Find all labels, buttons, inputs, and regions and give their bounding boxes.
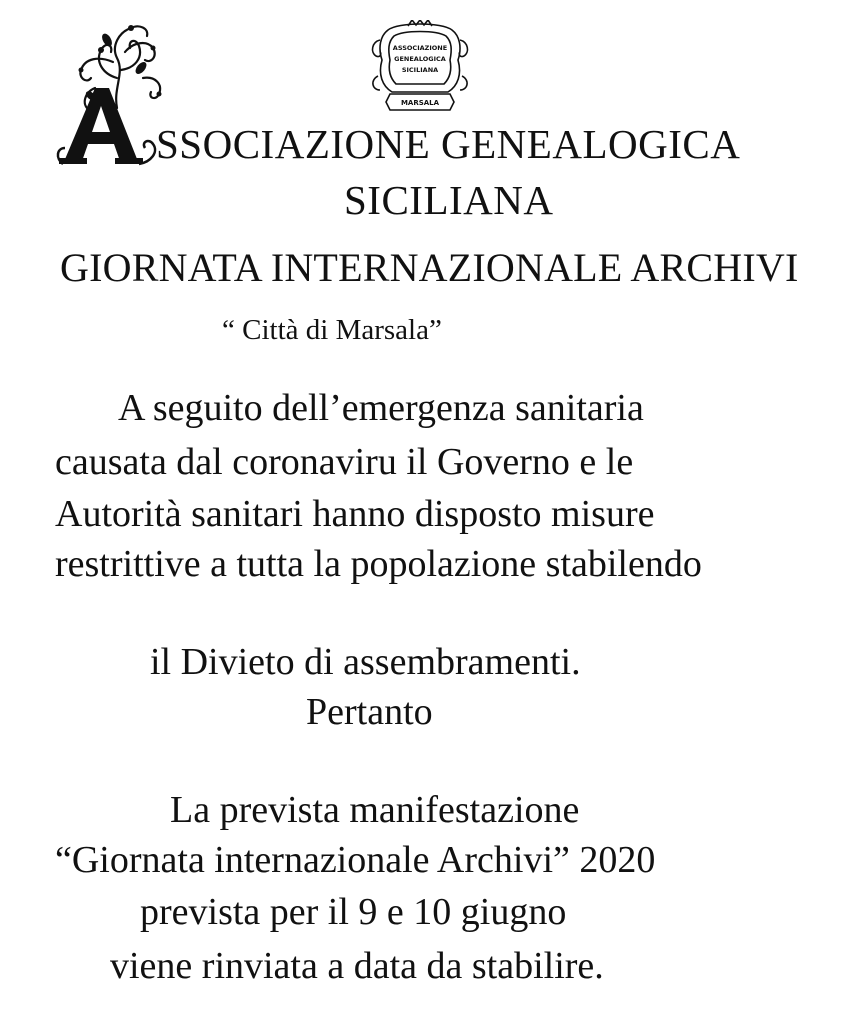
- org-name-line2: SICILIANA: [344, 177, 554, 223]
- notice-paragraph1-line4: restrittive a tutta la popolazione stabilendo: [55, 543, 702, 585]
- event-title: GIORNATA INTERNAZIONALE ARCHIVI: [60, 245, 799, 290]
- seal-line1: ASSOCIAZIONE: [392, 44, 448, 52]
- notice-paragraph3-line2: “Giornata internazionale Archivi” 2020: [55, 839, 656, 881]
- notice-paragraph2-line2: Pertanto: [306, 691, 433, 733]
- org-name-line1: SSOCIAZIONE GENEALOGICA: [156, 121, 741, 167]
- notice-paragraph1-line2: causata dal coronaviru il Governo e le: [55, 441, 634, 483]
- association-seal-icon: [368, 20, 472, 112]
- notice-paragraph3-line4: viene rinviata a data da stabilire.: [110, 945, 604, 987]
- seal-ribbon: MARSALA: [400, 99, 440, 107]
- notice-paragraph3-line3: prevista per il 9 e 10 giugno: [140, 891, 567, 933]
- notice-paragraph1-line3: Autorità sanitari hanno disposto misure: [55, 493, 655, 535]
- notice-paragraph2-line1: il Divieto di assembramenti.: [150, 641, 581, 683]
- notice-paragraph1-line1: A seguito dell’emergenza sanitaria: [118, 387, 644, 429]
- city-subtitle: “ Città di Marsala”: [222, 314, 442, 346]
- notice-paragraph3-line1: La prevista manifestazione: [170, 789, 580, 831]
- seal-line3: SICILIANA: [401, 66, 439, 74]
- seal-line2: GENEALOGICA: [394, 55, 446, 63]
